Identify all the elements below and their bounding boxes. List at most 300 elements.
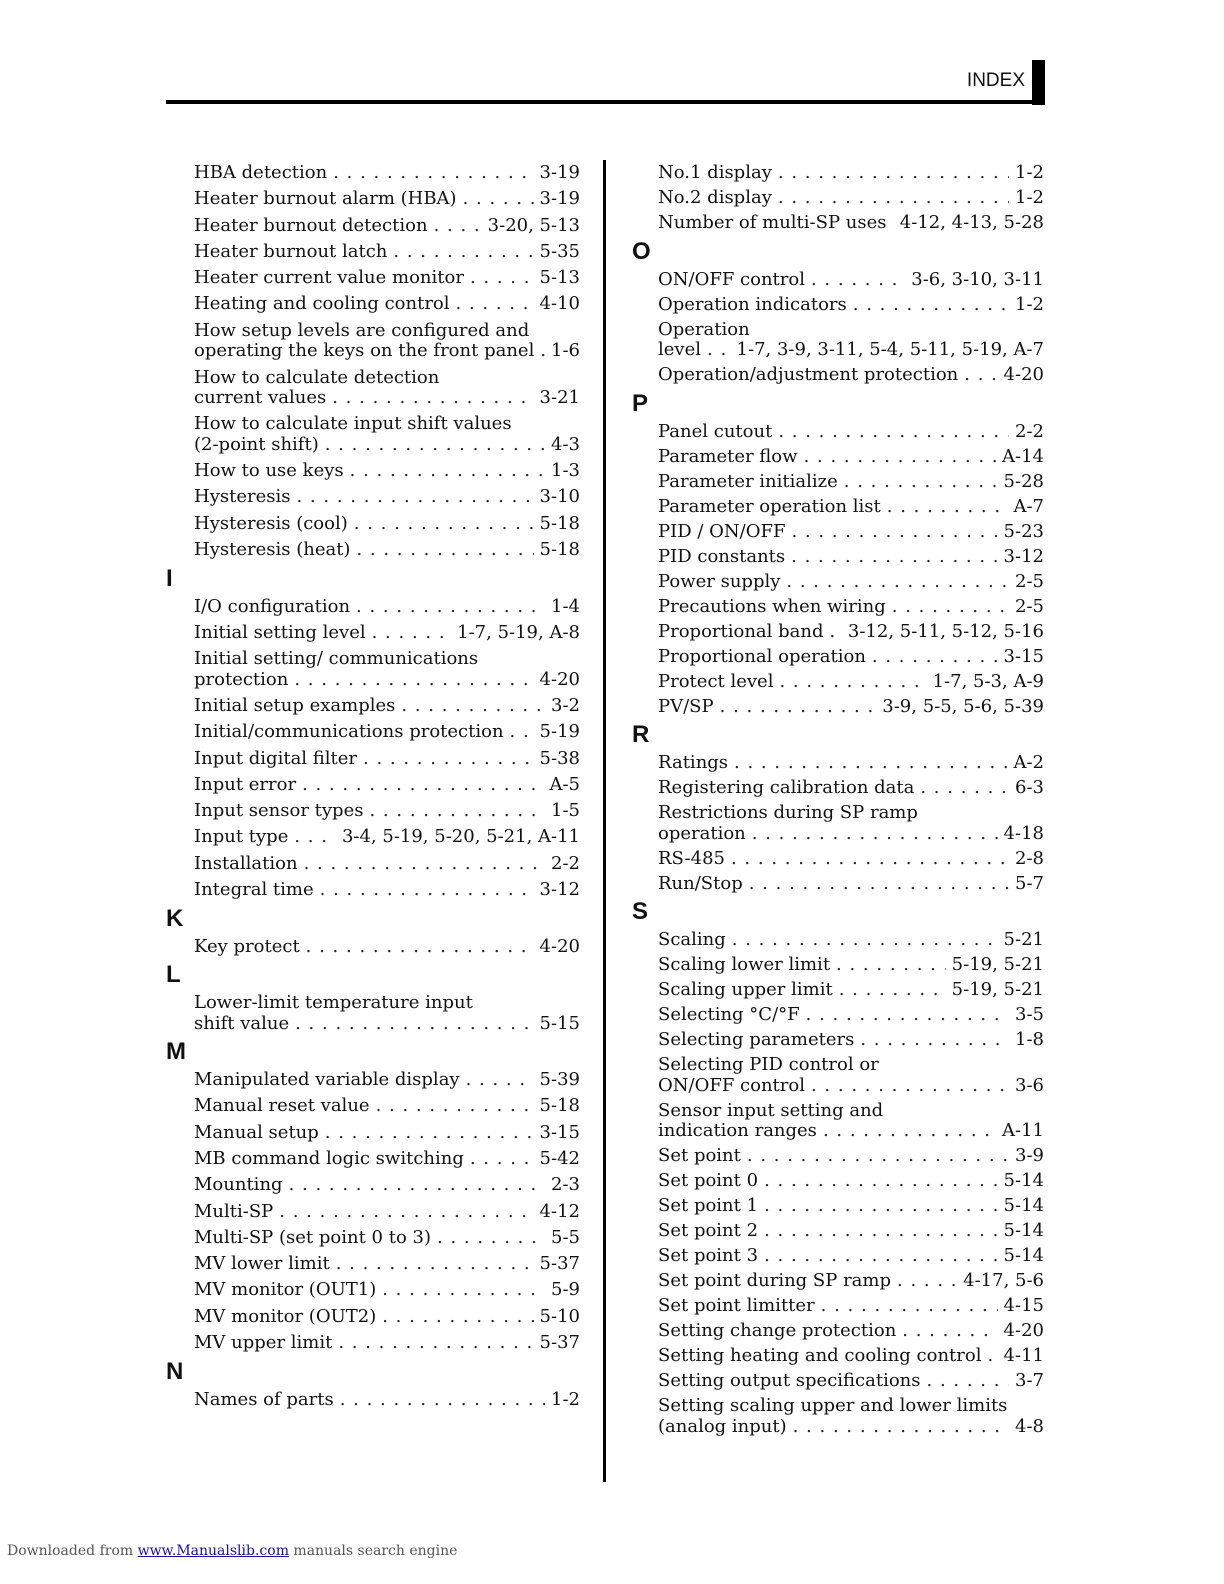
dot-leader (764, 1221, 997, 1242)
index-entry (166, 368, 580, 409)
index-entry-term: Set point 1 (658, 1195, 759, 1216)
index-entry (166, 321, 580, 362)
index-entry (632, 547, 1044, 568)
index-entry-term: No.1 display (658, 162, 772, 183)
section-letter: L (166, 961, 181, 989)
index-entry-pages: 4-11 (1003, 1345, 1044, 1366)
index-entry-term: Proportional band (658, 620, 824, 642)
dot-leader (920, 778, 1009, 799)
dot-leader (325, 1123, 534, 1144)
index-entry-term: Multi-SP (194, 1200, 274, 1222)
index-entry-pages: 4-20 (539, 668, 580, 690)
index-entry-pages: 5-7 (1015, 872, 1044, 894)
index-entry-term: Installation (194, 852, 298, 874)
index-entry-term: Number of multi-SP uses (658, 212, 887, 233)
index-entry (632, 1005, 1044, 1026)
header-rule (166, 100, 1045, 104)
index-entry-term-line1: Setting scaling upper and lower limits (658, 1395, 1008, 1416)
index-entry-pages: 5-13 (539, 267, 580, 289)
index-entry-pages: 2-5 (1015, 595, 1044, 617)
index-entry-pages: 5-21 (1003, 929, 1044, 950)
dot-leader (340, 1390, 545, 1411)
index-entry (632, 849, 1044, 870)
dot-leader (350, 461, 545, 482)
index-entry-pages: 5-23 (1003, 520, 1044, 542)
index-entry (632, 1271, 1044, 1292)
index-entry (632, 497, 1044, 518)
index-entry-term: Set point limitter (658, 1295, 815, 1316)
index-entry-term: Heater burnout alarm (HBA) (194, 188, 457, 210)
index-entry (632, 422, 1044, 443)
index-entry-pages: 5-18 (539, 1095, 580, 1117)
index-entry (166, 749, 580, 770)
dot-leader (778, 163, 1009, 184)
index-entry-term: Set point 0 (658, 1170, 759, 1191)
dot-leader (470, 268, 534, 289)
index-entry (632, 270, 1044, 291)
section-letter: K (166, 904, 184, 932)
index-entry-term: MV upper limit (194, 1332, 333, 1353)
index-entry (166, 1070, 580, 1091)
dot-leader (872, 647, 998, 668)
index-entry-term-line1: How to calculate detection (194, 366, 440, 388)
index-entry-pages: 3-10 (539, 486, 580, 508)
index-entry-term: Run/Stop (658, 872, 743, 894)
index-entry-pages: 5-14 (1003, 1195, 1044, 1216)
index-entry-term: MB command logic switching (194, 1147, 464, 1169)
index-entry (166, 1202, 580, 1223)
index-entry-pages: 5-14 (1003, 1170, 1044, 1191)
dot-leader (289, 1175, 545, 1196)
index-entry-pages: 1-2 (551, 1388, 580, 1410)
index-entry-term-line1: Lower-limit temperature input (194, 992, 473, 1014)
dot-leader (294, 827, 336, 848)
index-entry-term: Manual reset value (194, 1095, 370, 1117)
index-entry-term-line1: Operation (658, 318, 750, 340)
index-entry-term: ON/OFF control (658, 268, 805, 290)
index-entry-term: Integral time (194, 879, 314, 901)
dot-leader (510, 722, 534, 743)
index-entry-pages: 1-4 (551, 595, 580, 617)
dot-leader (354, 514, 534, 535)
index-entry-pages: 5-37 (539, 1332, 580, 1353)
index-entry (632, 697, 1044, 718)
dot-leader (333, 163, 533, 184)
index-entry-term: PID constants (658, 545, 786, 567)
index-entry-pages: 5-15 (539, 1012, 580, 1034)
index-entry-pages: 5-18 (539, 512, 580, 534)
index-entry-term: Operation indicators (658, 293, 847, 315)
dot-leader (887, 497, 1008, 518)
index-entry-pages: 4-12, 4-13, 5-28 (899, 212, 1044, 233)
dot-leader (294, 670, 533, 691)
index-entry-pages: 3-19 (539, 188, 580, 210)
index-entry-pages: 1-5 (551, 800, 580, 822)
dot-leader (376, 1096, 534, 1117)
index-entry (632, 1101, 1044, 1142)
index-entry-term: Heater burnout detection (194, 214, 428, 236)
index-entry-term: Input type (194, 826, 289, 848)
dot-leader (752, 824, 998, 845)
index-entry-pages: 4-3 (551, 433, 580, 455)
index-entry-term: MV monitor (OUT2) (194, 1305, 377, 1327)
index-entry-pages: 4-18 (1003, 822, 1044, 844)
index-entry (166, 775, 580, 796)
index-entry (166, 623, 580, 644)
index-entry-term: Registering calibration data (658, 777, 915, 798)
index-entry-pages: 5-19, 5-21 (951, 954, 1044, 975)
index-entry (632, 1030, 1044, 1051)
index-entry-term: Initial setup examples (194, 694, 396, 716)
index-entry-pages: 4-17, 5-6 (963, 1270, 1044, 1291)
index-entry (166, 597, 580, 618)
dot-leader (295, 1014, 533, 1035)
index-entry-term: Input sensor types (194, 800, 364, 822)
dot-leader (720, 697, 877, 718)
index-entry-pages: 3-6 (1015, 1074, 1044, 1096)
dot-leader (707, 340, 731, 361)
index-entry-pages: A-2 (1013, 752, 1044, 773)
index-entry (166, 189, 580, 210)
dot-leader (466, 1070, 534, 1091)
footer-link[interactable]: www.Manualslib.com (137, 1543, 289, 1559)
index-entry-pages: 1-7, 5-19, A-8 (457, 621, 580, 643)
index-entry-pages: 5-28 (1003, 470, 1044, 492)
footer (7, 1543, 457, 1559)
index-entry (166, 722, 580, 743)
index-entry-pages: 3-6, 3-10, 3-11 (911, 268, 1044, 290)
index-entry-pages: 5-35 (539, 240, 580, 262)
index-entry (632, 1055, 1044, 1096)
index-entry-term: Protect level (658, 670, 774, 692)
index-entry-term: PID / ON/OFF (658, 520, 786, 542)
index-entry-term: Selecting °C/°F (658, 1004, 800, 1025)
index-entry (166, 487, 580, 508)
index-entry (632, 1321, 1044, 1342)
index-entry-pages: 3-12 (539, 879, 580, 901)
index-entry (632, 320, 1044, 361)
index-entry-term: Names of parts (194, 1388, 334, 1410)
index-entry-term-line1: How to calculate input shift values (194, 413, 512, 435)
dot-leader (860, 1030, 1009, 1051)
index-entry (632, 1371, 1044, 1392)
index-entry-term-line1: Selecting PID control or (658, 1054, 879, 1075)
index-entry (166, 880, 580, 901)
index-entry-term: Multi-SP (set point 0 to 3) (194, 1226, 431, 1248)
index-entry-term: Input error (194, 773, 297, 795)
index-entry-pages: 3-9 (1015, 1145, 1044, 1166)
index-entry (166, 1228, 580, 1249)
index-entry-pages: 5-19, 5-21 (951, 979, 1044, 1000)
index-entry (632, 1171, 1044, 1192)
index-entry-term: Hysteresis (heat) (194, 539, 351, 561)
dot-leader (786, 572, 1009, 593)
index-entry-term: Set point 3 (658, 1245, 759, 1266)
index-entry-pages: 4-8 (1015, 1415, 1044, 1437)
index-entry (166, 514, 580, 535)
dot-leader (336, 1254, 534, 1275)
index-entry-pages: 4-12 (539, 1200, 580, 1222)
index-entry-term: Set point (658, 1145, 741, 1166)
dot-leader (304, 854, 545, 875)
index-entry-pages: 2-8 (1015, 847, 1044, 869)
index-entry (632, 1396, 1044, 1437)
dot-leader (356, 597, 545, 618)
dot-leader (279, 1202, 533, 1223)
index-entry (632, 522, 1044, 543)
dot-leader (325, 435, 545, 456)
index-entry-pages: 5-37 (539, 1253, 580, 1275)
index-entry-pages: 5-18 (539, 539, 580, 561)
index-entry (166, 540, 580, 561)
dot-leader (732, 930, 998, 951)
section-letter: R (632, 721, 650, 748)
index-entry-pages: A-14 (1002, 445, 1044, 467)
dot-leader (369, 801, 545, 822)
dot-leader (356, 540, 533, 561)
dot-leader (302, 775, 543, 796)
dot-leader (779, 672, 926, 693)
dot-leader (821, 1296, 998, 1317)
index-entry-term: Parameter flow (658, 445, 798, 467)
index-entry-pages: 3-2 (551, 694, 580, 716)
index-entry-pages: 1-2 (1015, 187, 1044, 208)
index-entry-term: Hysteresis (cool) (194, 512, 348, 534)
index-entry (166, 854, 580, 875)
index-entry (632, 472, 1044, 493)
index-entry (166, 1175, 580, 1196)
index-entry-term: Precautions when wiring (658, 595, 886, 617)
index-entry-term: Set point 2 (658, 1220, 759, 1241)
index-entry-term: (2-point shift) (194, 433, 319, 455)
index-entry-pages: 6-3 (1015, 777, 1044, 798)
dot-leader (749, 874, 1009, 895)
index-entry (166, 163, 580, 184)
index-entry-term: MV monitor (OUT1) (194, 1279, 377, 1301)
dot-leader (806, 1005, 1009, 1026)
index-entry-term: Initial setting level (194, 621, 366, 643)
index-entry-term: Heating and cooling control (194, 293, 450, 315)
index-entry-term: (analog input) (658, 1415, 787, 1437)
index-entry-term: Initial/communications protection (194, 721, 504, 743)
index-entry-term: Heater burnout latch (194, 240, 388, 262)
dot-leader (540, 341, 545, 362)
index-entry-term: Key protect (194, 935, 300, 957)
dot-leader (764, 1196, 997, 1217)
index-entry-pages: 5-9 (551, 1279, 580, 1301)
dot-leader (893, 213, 894, 234)
index-entry-pages: 3-12 (1003, 545, 1044, 567)
index-entry (632, 803, 1044, 844)
dot-leader (470, 1149, 534, 1170)
dot-leader (778, 422, 1009, 443)
index-entry (632, 672, 1044, 693)
index-entry-pages: 3-20, 5-13 (487, 214, 580, 236)
index-entry-term: Scaling lower limit (658, 954, 831, 975)
index-entry-pages: 3-15 (1003, 645, 1044, 667)
index-entry-term: operation (658, 822, 746, 844)
index-entry-term: Setting heating and cooling control (658, 1345, 982, 1366)
dot-leader (764, 1171, 997, 1192)
dot-leader (804, 447, 996, 468)
index-entry-term: No.2 display (658, 187, 772, 208)
index-entry (632, 753, 1044, 774)
dot-leader (437, 1228, 545, 1249)
index-entry-term: Input digital filter (194, 747, 358, 769)
dot-leader (793, 1417, 1009, 1438)
page-header-title: INDEX (966, 70, 1025, 91)
index-entry (166, 1390, 580, 1411)
dot-leader (456, 294, 534, 315)
index-entry-pages: 1-2 (1015, 162, 1044, 183)
dot-leader (393, 242, 533, 263)
index-entry (632, 365, 1044, 386)
dot-leader (338, 1333, 533, 1354)
index-entry-pages: 4-20 (1003, 1320, 1044, 1341)
dot-leader (320, 880, 534, 901)
index-entry (632, 874, 1044, 895)
index-entry (632, 930, 1044, 951)
index-entry-pages: 5-39 (539, 1069, 580, 1091)
section-letter: I (166, 564, 173, 592)
index-entry-pages: 2-5 (1015, 570, 1044, 592)
index-entry (166, 1123, 580, 1144)
dot-leader (332, 388, 533, 409)
dot-leader (764, 1246, 997, 1267)
dot-leader (853, 295, 1009, 316)
index-entry-term: Manipulated variable display (194, 1069, 460, 1091)
index-entry-pages: 2-3 (551, 1174, 580, 1196)
index-entry-pages: 3-12, 5-11, 5-12, 5-16 (847, 620, 1044, 642)
column-divider (603, 160, 606, 1482)
index-column-right (632, 163, 1044, 1442)
dot-leader (296, 487, 533, 508)
index-entry (166, 827, 580, 848)
index-entry-pages: 3-19 (539, 162, 580, 183)
index-entry (166, 414, 580, 455)
index-entry-term: Setting output specifications (658, 1370, 921, 1391)
index-entry-pages: 3-7 (1015, 1370, 1044, 1391)
index-entry-pages: 4-20 (539, 935, 580, 957)
dot-leader (747, 1146, 1009, 1167)
dot-leader (363, 749, 534, 770)
index-entry (632, 1346, 1044, 1367)
index-entry-term: Mounting (194, 1174, 283, 1196)
index-entry (166, 937, 580, 958)
index-entry-pages: 1-3 (551, 460, 580, 482)
index-entry-term: Scaling upper limit (658, 979, 833, 1000)
index-entry-term: Manual setup (194, 1121, 319, 1143)
index-entry-term-line1: Restrictions during SP ramp (658, 802, 918, 823)
index-entry-term: level (658, 339, 701, 360)
index-entry (632, 955, 1044, 976)
dot-leader (902, 1321, 997, 1342)
footer-suffix: manuals search engine (288, 1543, 458, 1559)
index-entry-pages: 4-15 (1003, 1295, 1044, 1316)
index-entry-pages: 5-38 (539, 747, 580, 769)
index-entry-pages: 5-10 (539, 1305, 580, 1327)
index-entry-term-line1: Initial setting/ communications (194, 648, 479, 670)
dot-leader (897, 1271, 957, 1292)
index-entry (632, 622, 1044, 643)
index-entry-term: ON/OFF control (658, 1074, 805, 1096)
index-entry (632, 1246, 1044, 1267)
index-entry-pages: 3-9, 5-5, 5-6, 5-39 (882, 695, 1044, 717)
index-entry (632, 1196, 1044, 1217)
index-entry (632, 295, 1044, 316)
section-letter: M (166, 1038, 186, 1066)
index-entry-pages: 1-2 (1015, 293, 1044, 315)
index-entry (166, 696, 580, 717)
index-entry-pages: 1-7, 3-9, 3-11, 5-4, 5-11, 5-19, A-7 (736, 339, 1044, 360)
index-entry-pages: A-5 (549, 773, 580, 795)
index-entry (632, 572, 1044, 593)
dot-leader (987, 1346, 997, 1367)
index-entry (632, 447, 1044, 468)
index-entry (166, 294, 580, 315)
dot-leader (734, 753, 1007, 774)
index-entry-term-line1: Sensor input setting and (658, 1099, 884, 1121)
dot-leader (830, 622, 842, 643)
dot-leader (382, 1307, 533, 1328)
index-entry-term: Proportional operation (658, 645, 866, 667)
index-column-left (166, 163, 580, 1416)
index-entry-term: HBA detection (194, 162, 328, 183)
index-entry (166, 801, 580, 822)
section-letter: S (632, 898, 649, 925)
index-entry (632, 597, 1044, 618)
index-entry-term: Hysteresis (194, 486, 291, 508)
index-entry-term: Panel cutout (658, 420, 773, 442)
index-entry-term: Heater current value monitor (194, 267, 464, 289)
index-entry (632, 213, 1044, 234)
dot-leader (382, 1280, 545, 1301)
index-entry (166, 1254, 580, 1275)
index-entry-pages: 5-14 (1003, 1220, 1044, 1241)
index-entry (632, 1221, 1044, 1242)
index-entry (632, 163, 1044, 184)
dot-leader (811, 270, 905, 291)
index-entry-pages: 3-15 (539, 1121, 580, 1143)
section-letter: O (632, 237, 651, 265)
dot-leader (892, 597, 1009, 618)
index-entry-term: shift value (194, 1012, 290, 1034)
index-entry-term: Set point during SP ramp (658, 1270, 892, 1291)
index-entry (632, 778, 1044, 799)
index-entry-pages: 5-5 (551, 1226, 580, 1248)
dot-leader (823, 1121, 996, 1142)
dot-leader (372, 623, 452, 644)
section-letter: P (632, 389, 649, 417)
index-entry-pages: 3-5 (1015, 1004, 1044, 1025)
dot-leader (778, 188, 1009, 209)
index-entry-pages: 1-8 (1015, 1029, 1044, 1050)
dot-leader (434, 216, 482, 237)
dot-leader (306, 937, 534, 958)
index-entry-term: Parameter operation list (658, 495, 881, 517)
index-entry-pages: A-7 (1013, 495, 1044, 517)
index-entry-term: Setting change protection (658, 1320, 897, 1341)
index-entry-term: Power supply (658, 570, 781, 592)
dot-leader (731, 849, 1009, 870)
dot-leader (463, 189, 534, 210)
index-entry (166, 649, 580, 690)
index-entry-term: current values (194, 387, 327, 409)
index-entry (166, 1307, 580, 1328)
index-entry-term: PV/SP (658, 695, 714, 717)
dot-leader (811, 1076, 1009, 1097)
index-entry-pages: 5-19 (539, 721, 580, 743)
